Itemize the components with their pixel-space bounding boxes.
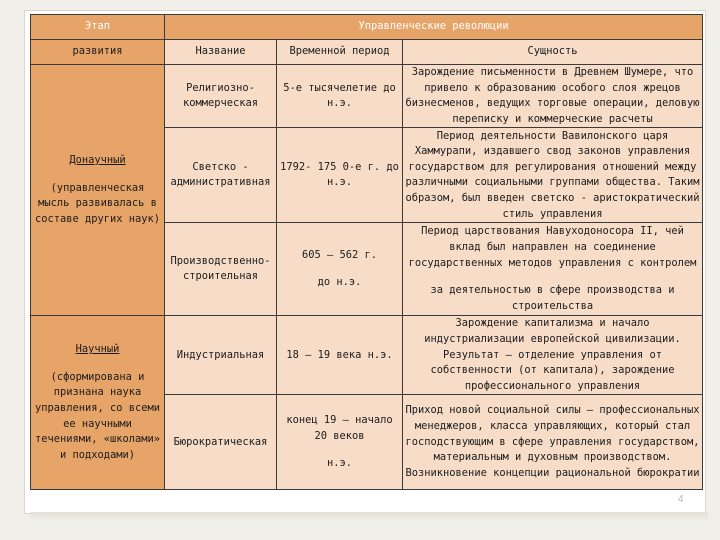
- period-line: до н.э.: [317, 276, 362, 289]
- revolutions-group-header: Управленческие революции: [165, 15, 703, 40]
- revolution-name: Бюрократическая: [165, 395, 277, 490]
- revolution-period: 18 – 19 века н.э.: [277, 316, 403, 395]
- stage-description: (сформирована и признана наука управления, со всеми ее научными течениями, «школами» и подходами): [34, 370, 161, 461]
- period-line: н.э.: [326, 457, 353, 470]
- revolution-essence: Приход новой социальной силы – профессиональных менеджеров, класса управляющих, который стал господствующим в сфере управления государством, материальным и духовным производством. Возникновение концепции рациональной бюрократии: [403, 395, 703, 490]
- revolution-period: [277, 223, 403, 316]
- stage-column-header-bottom: развития: [31, 40, 165, 65]
- stage-description: (управленческая мысль развивалась в составе других наук): [34, 181, 161, 225]
- stage-column-header-top: Этап: [31, 15, 165, 40]
- revolution-essence: Период деятельности Вавилонского царя Хаммурапи, издавшего свод законов управления государством для регулирования отношений между различными социальными группами общества. Таким образом, был введен светско - аристократический стиль управления: [403, 128, 703, 223]
- revolution-period: [277, 395, 403, 490]
- revolution-essence: [403, 223, 703, 316]
- period-line: конец 19 – начало 20 веков: [286, 413, 393, 442]
- stage-title: Донаучный: [69, 154, 126, 166]
- essence-part: Период царствования Навуходоносора II, чей вклад был направлен на соединение государственных методов управления с контролем: [408, 225, 697, 269]
- period-column-header: Временной период: [277, 40, 403, 65]
- revolution-name: Производственно-строительная: [165, 223, 277, 316]
- slide-shadow: [30, 512, 708, 522]
- period-line: 605 – 562 г.: [301, 248, 378, 261]
- revolution-name: Религиозно-коммерческая: [165, 65, 277, 128]
- stage-cell-scientific: [31, 316, 165, 490]
- stage-title: Научный: [75, 343, 120, 356]
- revolution-essence: Зарождение письменности в Древнем Шумере, что привело к образованию особого слоя жрецов бизнесменов, ведущих торговые операции, деловую переписку и коммерческие расчеты: [403, 65, 703, 128]
- revolution-essence: Зарождение капитализма и начало индустриализации европейской цивилизации. Результат – отделение управления от собственности (от капитала), зарождение профессионального управления: [403, 316, 703, 395]
- management-revolutions-table: [30, 14, 703, 490]
- revolution-period: 5-е тысячелетие до н.э.: [277, 65, 403, 128]
- revolution-name: Светско - административная: [165, 128, 277, 223]
- page-number: 4: [678, 494, 684, 505]
- revolution-name: Индустриальная: [165, 316, 277, 395]
- name-column-header: Название: [165, 40, 277, 65]
- essence-column-header: Сущность: [403, 40, 703, 65]
- revolution-period: 1792- 175 0-е г. до н.э.: [277, 128, 403, 223]
- stage-cell-prescientific: [31, 65, 165, 316]
- essence-part: за деятельностью в сфере производства и строительства: [430, 284, 675, 312]
